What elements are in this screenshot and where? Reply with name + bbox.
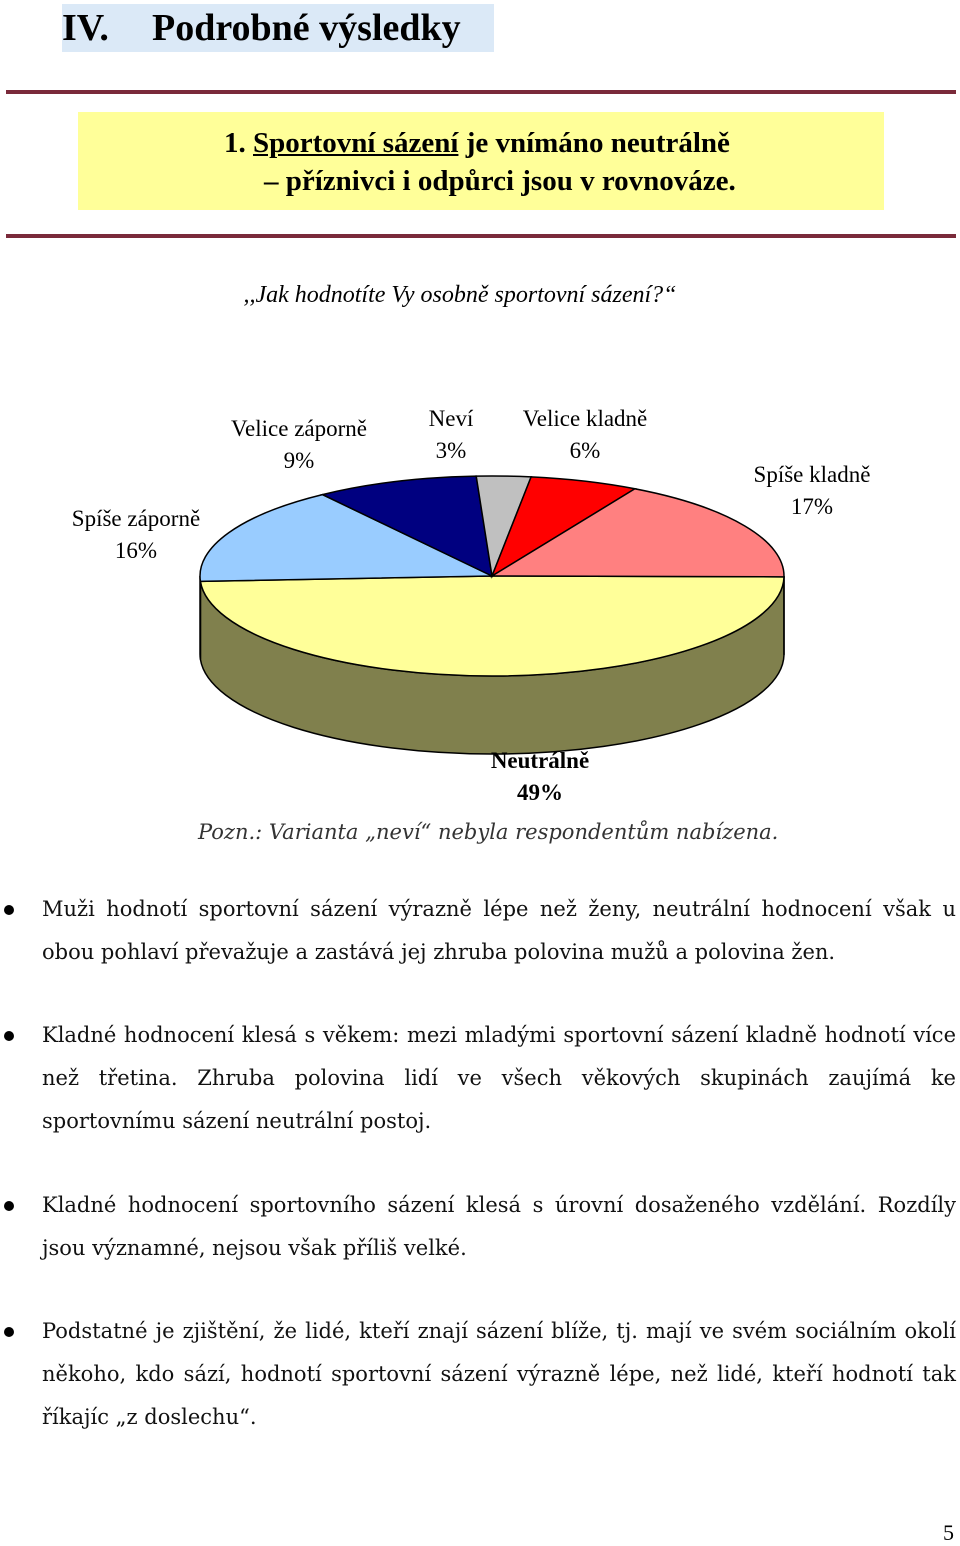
bullet-item xyxy=(42,1310,956,1439)
finding-line-1 xyxy=(224,124,730,162)
finding-line-2: – příznivci i odpůrci jsou v rovnováze. xyxy=(264,162,736,200)
pie-label-neutralne: Neutrálně 49% xyxy=(491,748,589,805)
bullet-dot xyxy=(4,1031,14,1041)
section-title: Podrobné výsledky xyxy=(152,7,461,49)
pie-label-velice-kladne: Velice kladně 6% xyxy=(523,406,648,463)
chart-note: Pozn.: Varianta „neví“ nebyla respondentům nabízena. xyxy=(198,820,778,844)
pie-chart xyxy=(0,360,960,810)
finding-line1-suffix: je vnímáno neutrálně xyxy=(458,127,729,159)
bullet-dot xyxy=(4,1327,14,1337)
section-number: IV. xyxy=(62,4,152,52)
pie-label-spise-zaporne: Spíše záporně 16% xyxy=(72,506,200,563)
bullet-item xyxy=(42,1184,956,1270)
bullet-item xyxy=(42,1014,956,1143)
pie-label-velice-zaporne: Velice záporně 9% xyxy=(231,416,367,473)
finding-box xyxy=(78,112,884,210)
bullet-text: Podstatné je zjištění, že lidé, kteří znají sázení blíže, tj. mají ve svém sociálním okolí někoho, kdo sází, hodnotí sportovní sázení výrazně lépe, než lidé, kteří hodnotí tak říkajíc „z doslechu“. xyxy=(42,1319,956,1429)
survey-question: ,,Jak hodnotíte Vy osobně sportovní sázení?“ xyxy=(0,282,960,309)
bullet-item xyxy=(42,888,956,974)
section-heading xyxy=(62,4,494,52)
bullet-dot xyxy=(4,1201,14,1211)
divider-top xyxy=(6,90,956,94)
finding-number: 1. xyxy=(224,127,253,159)
bullet-text: Kladné hodnocení klesá s věkem: mezi mladými sportovní sázení kladně hodnotí více než třetina. Zhruba polovina lidí ve všech věkových skupinách zaujímá ke sportovnímu sázení neutrální postoj. xyxy=(42,1023,956,1133)
pie-group xyxy=(200,476,784,754)
divider-bottom xyxy=(6,234,956,238)
bullet-dot xyxy=(4,905,14,915)
pie-label-nevi: Neví 3% xyxy=(429,406,474,463)
finding-underlined: Sportovní sázení xyxy=(253,127,458,159)
page-number: 5 xyxy=(943,1520,954,1546)
bullet-text: Kladné hodnocení sportovního sázení klesá s úrovní dosaženého vzdělání. Rozdíly jsou významné, nejsou však příliš velké. xyxy=(42,1193,956,1260)
bullet-text: Muži hodnotí sportovní sázení výrazně lépe než ženy, neutrální hodnocení však u obou pohlaví převažuje a zastává jej zhruba polovina mužů a polovina žen. xyxy=(42,897,956,964)
pie-label-spise-kladne: Spíše kladně 17% xyxy=(754,462,871,519)
